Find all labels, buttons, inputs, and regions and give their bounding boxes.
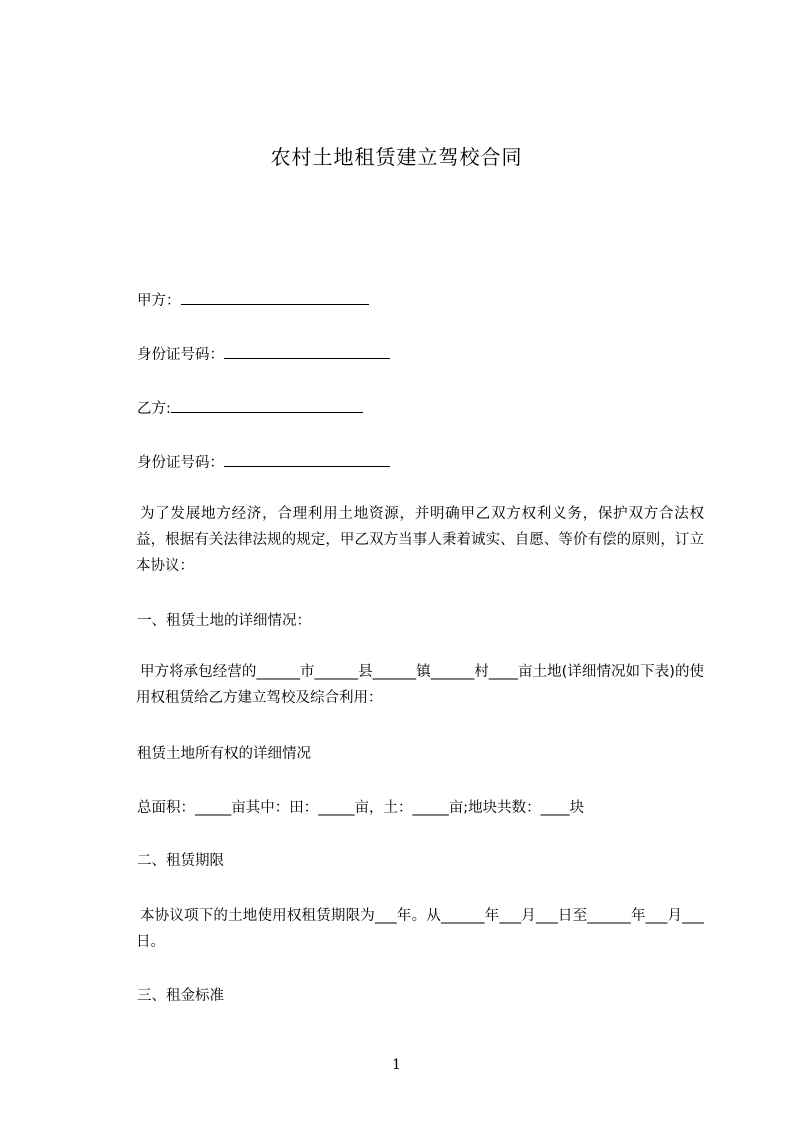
section2-paragraph: 本协议项下的土地使用权租赁期限为___年。从______年___月___日至______年___月___日。 (136, 908, 704, 950)
party-a-line (137, 290, 369, 311)
intro-paragraph: 为了发展地方经济，合理利用土地资源，并明确甲乙双方权利义务，保护双方合法权益，根据有关法律法规的规定，甲乙双方当事人秉着诚实、自愿、等价有偿的原则，订立本协议： (136, 506, 704, 574)
page-number: 1 (392, 1057, 401, 1073)
party-b-id-line (137, 452, 390, 473)
section1-paragraph: 甲方将承包经营的______市______县______镇______村____亩土地(详细情况如下表)的使用权租赁给乙方建立驾校及综合利用： (136, 664, 704, 706)
section1-heading: 一、租赁土地的详细情况： (137, 613, 311, 629)
section1-subheading: 租赁土地所有权的详细情况 (137, 746, 311, 762)
area-line: 总面积：_____亩其中：田：_____亩，土：_____亩;地块共数：____块 (137, 800, 585, 816)
section3-heading: 三、租金标准 (137, 988, 224, 1004)
party-a-label: 甲方： (137, 293, 181, 309)
party-b-id-blank (224, 452, 390, 467)
document-title: 农村土地租赁建立驾校合同 (270, 145, 523, 169)
party-b-blank (171, 398, 363, 413)
party-a-id-line (137, 344, 390, 365)
party-b-label: 乙方: (137, 401, 171, 417)
party-a-id-blank (224, 344, 390, 359)
party-a-id-label: 身份证号码： (137, 347, 224, 363)
party-a-blank (181, 290, 369, 305)
party-b-id-label: 身份证号码： (137, 455, 224, 471)
section2-heading: 二、租赁期限 (137, 853, 224, 869)
party-b-line (137, 398, 363, 419)
